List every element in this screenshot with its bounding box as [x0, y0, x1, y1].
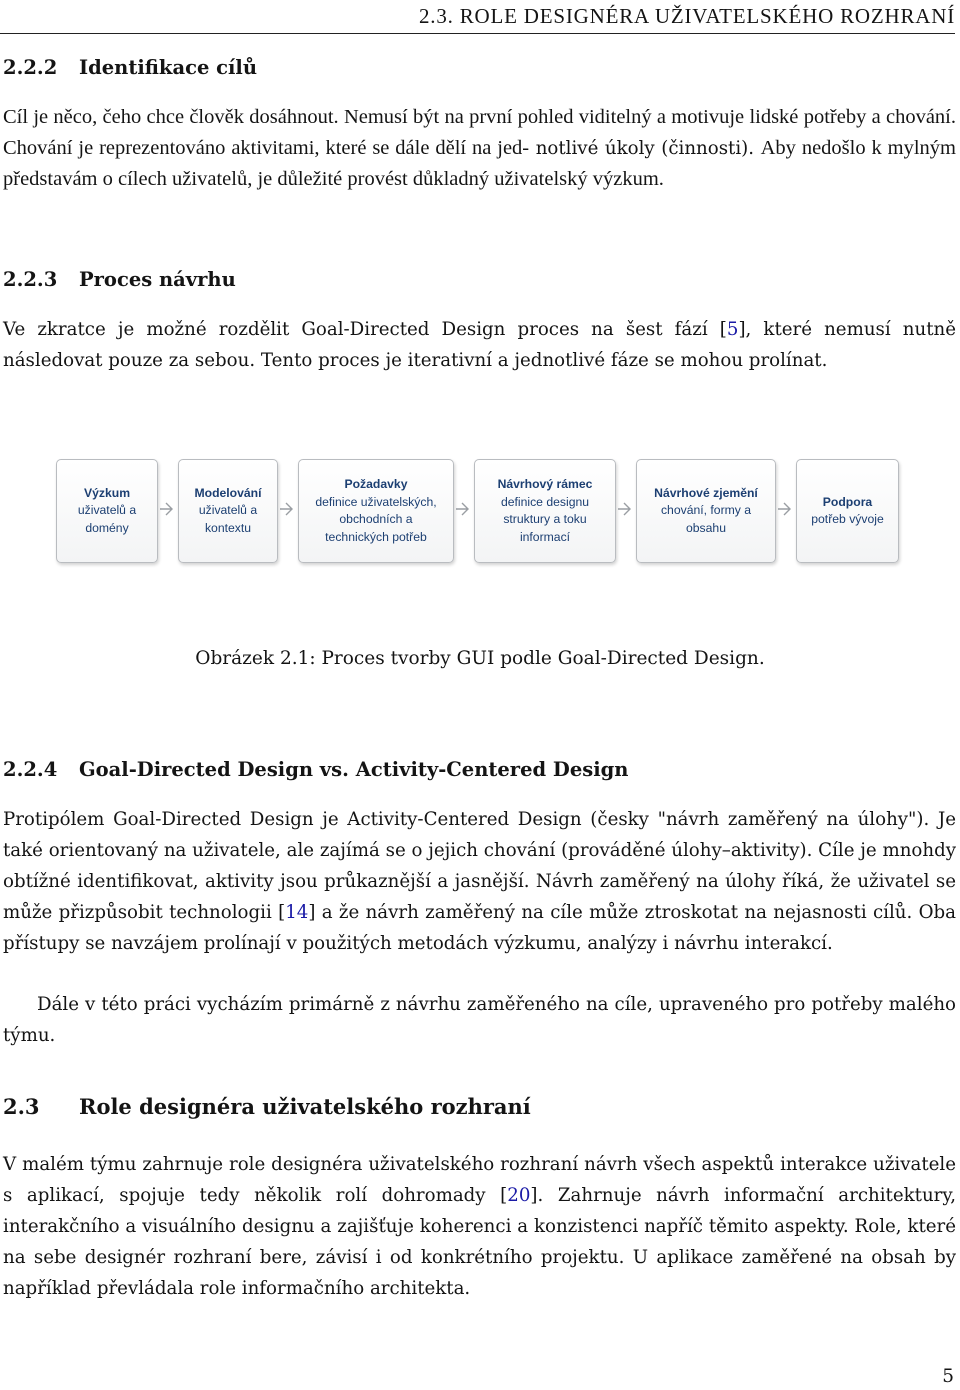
arrow-4: [618, 503, 630, 515]
stage-description: potřeb vývoje: [811, 512, 884, 526]
section-heading-2-2-2: [3, 56, 257, 79]
stage-title: Výzkum: [83, 485, 131, 500]
section-heading-2-2-4: [3, 758, 628, 781]
stage-design-framework: [474, 459, 616, 563]
section-title: Proces návrhu: [79, 268, 236, 291]
stage-modeling: [178, 459, 278, 563]
citation-link-14[interactable]: 14: [285, 902, 309, 923]
section-number: 2.2.3: [3, 268, 58, 291]
stage-description: chování, formy a obsahu: [660, 503, 752, 535]
section-title: Identifikace cílů: [79, 56, 258, 79]
paragraph-activity-centered: [3, 804, 956, 959]
figure-caption: Obrázek 2.1: Proces tvorby GUI podle Goal-Directed Design.: [195, 648, 765, 669]
paragraph-text: ], které nemusí nutně následovat pouze za sebou. Tento proces je iterativní a jednotlivé fáze se mohou prolínat.: [3, 319, 957, 371]
section-number: 2.3: [3, 1094, 40, 1119]
stage-requirements: [298, 459, 454, 563]
section-title: Role designéra uživatelského rozhraní: [79, 1094, 531, 1119]
paragraph-process: [3, 314, 956, 376]
citation-link-5[interactable]: 5: [726, 319, 739, 340]
paragraph-goals-part-serif: Cíl je něco, čeho chce člověk dosáhnout. Nemusí být na první pohled viditelný a motivuje lidské potřeby a chování. Chování je reprezentováno aktivitami, které se dále dělí na jed-: [3, 106, 956, 159]
paragraph-goals-part-b: Aby nedošlo k mylným představám o cílech uživatelů, je důležité provést důkladný uživatelský výzkum.: [3, 137, 956, 190]
running-header: 2.3. ROLE DESIGNÉRA UŽIVATELSKÉHO ROZHRANÍ: [0, 4, 955, 34]
paragraph-goals-part-a: notlivé úkoly (činnosti).: [535, 138, 761, 159]
stage-title: Návrhové zjemění: [654, 485, 758, 500]
stage-description: definice uživatelských, obchodních a technických potřeb: [315, 494, 437, 544]
stage-description: uživatelů a kontextu: [198, 503, 258, 535]
paragraph-text: ] a že návrh zaměřený na cíle může ztroskotat na nejasnosti cílů. Oba přístupy se navzájem prolínají v použitých metodách výzkumu, analýzy i návrhu interakcí.: [3, 902, 956, 954]
arrow-5: [778, 503, 790, 515]
stage-title: Podpora: [822, 494, 873, 509]
page-number: 5: [942, 1366, 954, 1387]
section-number: 2.2.4: [3, 758, 58, 781]
stage-research: [56, 459, 158, 563]
paragraph-text: V malém týmu zahrnuje role designéra uživatelského rozhraní návrh všech aspektů interakce uživatele s aplikací, spojuje tedy několik rolí dohromady [: [3, 1154, 956, 1206]
paragraph-goals: [3, 102, 956, 195]
stage-title: Návrhový rámec: [497, 477, 593, 491]
paragraph-designer-role: [3, 1149, 956, 1304]
stage-description: definice designu struktury a toku informací: [500, 494, 590, 544]
citation-link-20[interactable]: 20: [507, 1185, 531, 1206]
section-number: 2.2.2: [3, 56, 58, 79]
arrow-3: [456, 503, 468, 515]
arrow-2: [280, 503, 292, 515]
stage-title: Požadavky: [344, 477, 408, 491]
stage-support: [796, 459, 899, 563]
paragraph-text: Ve zkratce je možné rozdělit Goal-Directed Design proces na šest fází [: [3, 319, 727, 340]
paragraph-further-approach: Dále v této práci vycházím primárně z návrhu zaměřeného na cíle, upraveného pro potřeby malého týmu.: [3, 994, 956, 1046]
section-title: Goal-Directed Design vs. Activity-Centered Design: [79, 758, 629, 781]
paragraph-text: Protipólem Goal-Directed Design je Activity-Centered Design (česky "návrh zaměřený na úlohy"). Je také orientovaný na uživatele, ale zajímá se o jejich chování (prováděné úlohy–aktivity). Cíle je mnohdy obtížné identifikovat, aktivity jsou průkaznější a jasnější. Návrh zaměřený na úlohy říká, že uživatel se může přizpůsobit technologii [: [3, 809, 956, 923]
stage-title: Modelování: [194, 485, 262, 500]
arrow-1: [160, 503, 172, 515]
stage-design-refinement: [636, 459, 776, 563]
section-heading-2-3: [3, 1094, 531, 1119]
paragraph-text: ]. Zahrnuje návrh informační architektury, interakčního a visuálního designu a zajišťuje koherenci a konzistenci napříč těmito aspekty. Role, které na sebe designér rozhraní bere, závisí i od konkrétního projektu. U aplikace zaměřené na obsah by například převládala role informačního architekta.: [3, 1185, 956, 1299]
process-diagram: [0, 450, 960, 570]
stage-description: uživatelů a domény: [77, 503, 137, 535]
section-heading-2-2-3: [3, 268, 236, 291]
